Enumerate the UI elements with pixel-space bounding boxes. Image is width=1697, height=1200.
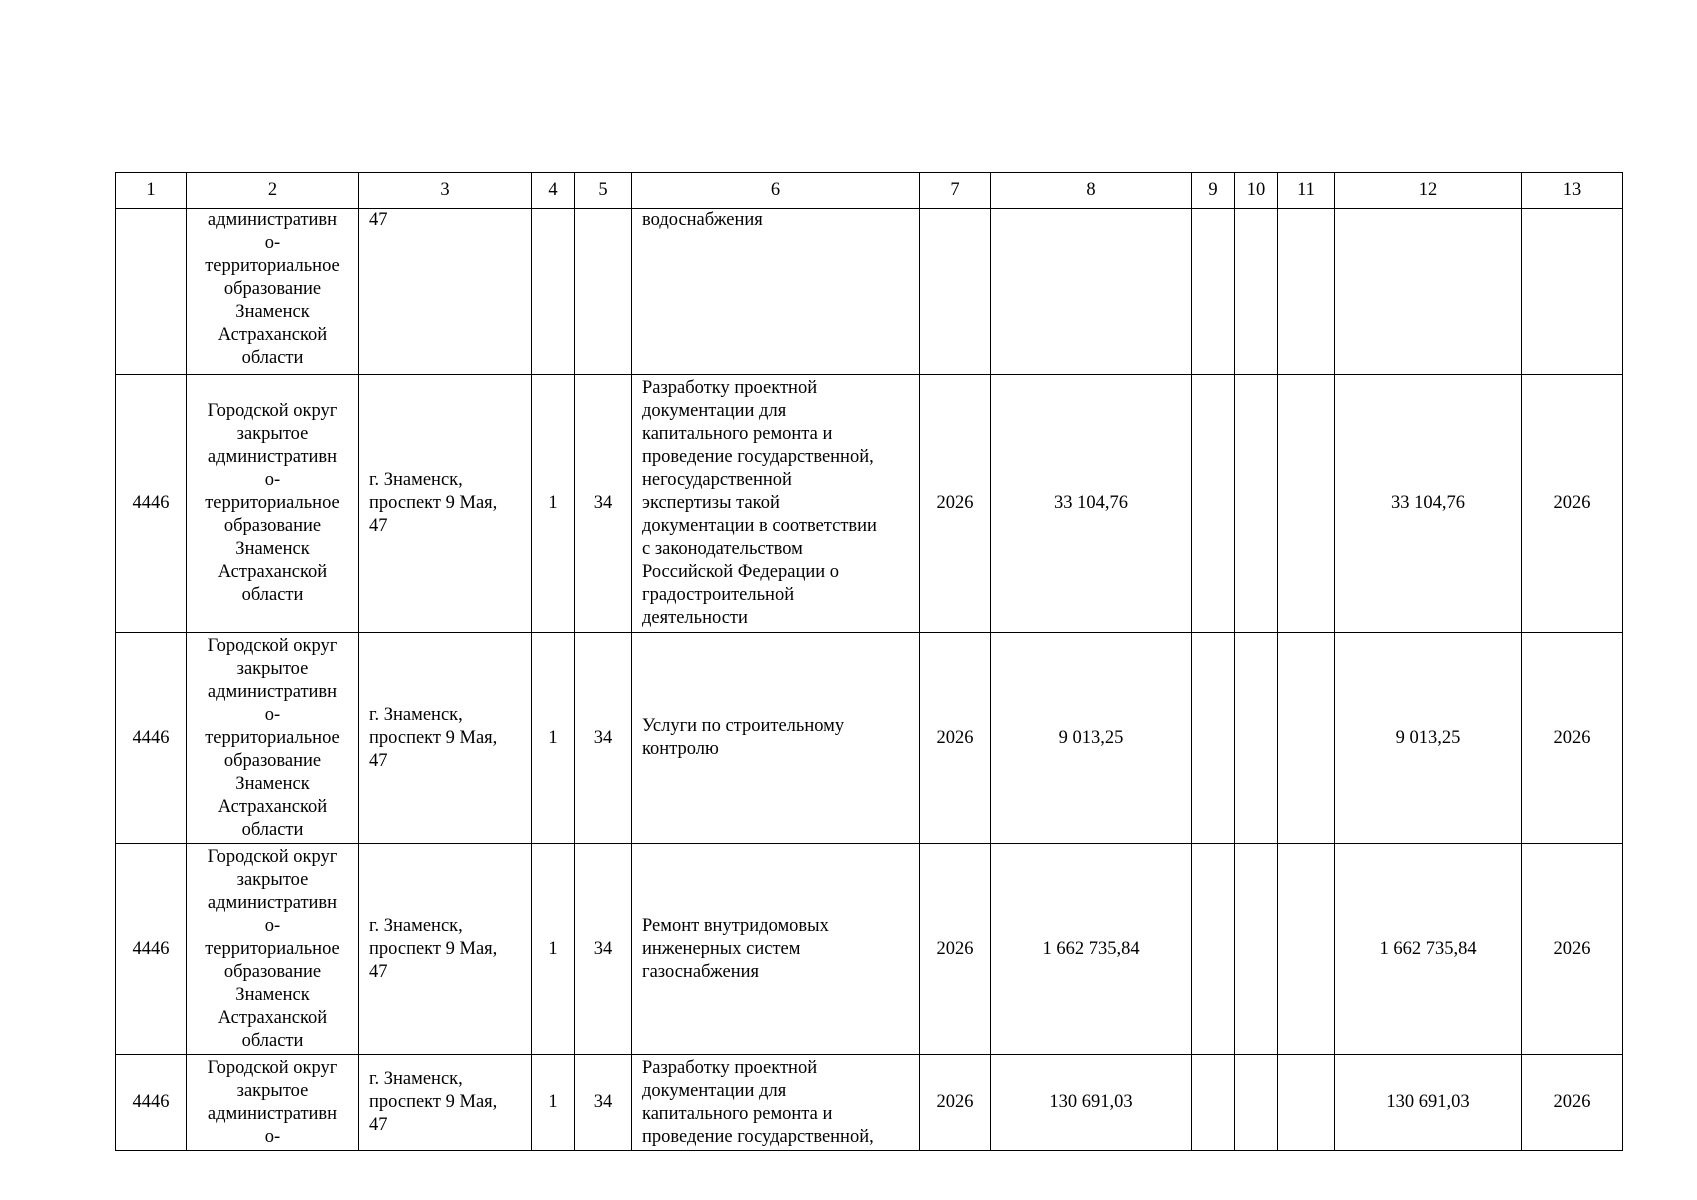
table-row: [116, 375, 1623, 633]
cell-year: 2026: [920, 633, 991, 844]
cell-total-cost: 33 104,76: [991, 375, 1192, 633]
cell-year: 2026: [920, 375, 991, 633]
header-cell-11: 11: [1278, 173, 1335, 209]
cell-row-number: [116, 209, 187, 375]
table-row: [116, 1055, 1623, 1151]
cell-col4: 1: [532, 844, 575, 1055]
table-row: [116, 633, 1623, 844]
header-cell-2: 2: [187, 173, 359, 209]
cell-address: г. Знаменск, проспект 9 Мая, 47: [359, 375, 532, 633]
cell-row-number: 4446: [116, 633, 187, 844]
header-cell-12: 12: [1335, 173, 1522, 209]
cell-total-cost: 9 013,25: [991, 633, 1192, 844]
cell-municipality: Городской округ закрытое административн о- территориальное образование Знаменск Астраханской области: [187, 375, 359, 633]
cell-year: 2026: [920, 844, 991, 1055]
cell-cost: 130 691,03: [1335, 1055, 1522, 1151]
cell-col5: 34: [575, 1055, 632, 1151]
cell-col5: [575, 209, 632, 375]
header-cell-1: 1: [116, 173, 187, 209]
cell-row-number: 4446: [116, 844, 187, 1055]
cell-cost: 33 104,76: [1335, 375, 1522, 633]
header-cell-7: 7: [920, 173, 991, 209]
header-cell-6: 6: [632, 173, 920, 209]
cell-municipality: административн о- территориальное образование Знаменск Астраханской области: [187, 209, 359, 375]
cell-col10: [1235, 844, 1278, 1055]
cell-cost: 1 662 735,84: [1335, 844, 1522, 1055]
cell-col4: 1: [532, 375, 575, 633]
cell-cost: [1335, 209, 1522, 375]
cell-year: [920, 209, 991, 375]
cell-address: г. Знаменск, проспект 9 Мая, 47: [359, 1055, 532, 1151]
header-cell-9: 9: [1192, 173, 1235, 209]
cell-col11: [1278, 209, 1335, 375]
cell-end-year: [1522, 209, 1623, 375]
cell-cost: 9 013,25: [1335, 633, 1522, 844]
cell-row-number: 4446: [116, 375, 187, 633]
cell-work-description: Услуги по строительному контролю: [632, 633, 920, 844]
cell-end-year: 2026: [1522, 375, 1623, 633]
cell-col5: 34: [575, 375, 632, 633]
cell-col11: [1278, 633, 1335, 844]
cell-municipality: Городской округ закрытое административн о- территориальное образование Знаменск Астраханской области: [187, 844, 359, 1055]
cell-municipality: Городской округ закрытое административн о- территориальное образование Знаменск Астраханской области: [187, 633, 359, 844]
header-cell-3: 3: [359, 173, 532, 209]
cell-year: 2026: [920, 1055, 991, 1151]
cell-col11: [1278, 375, 1335, 633]
cell-total-cost: [991, 209, 1192, 375]
cell-col5: 34: [575, 633, 632, 844]
cell-work-description: Ремонт внутридомовых инженерных систем газоснабжения: [632, 844, 920, 1055]
cell-col11: [1278, 844, 1335, 1055]
data-table: [115, 172, 1623, 1151]
cell-col9: [1192, 1055, 1235, 1151]
cell-work-description: Разработку проектной документации для капитального ремонта и проведение государственной, негосударственной экспертизы такой документации в соответствии с законодательством Российской Федерации о градостроительной деятельности: [632, 375, 920, 633]
cell-col10: [1235, 375, 1278, 633]
header-cell-13: 13: [1522, 173, 1623, 209]
cell-address: г. Знаменск, проспект 9 Мая, 47: [359, 844, 532, 1055]
cell-col10: [1235, 633, 1278, 844]
cell-total-cost: 1 662 735,84: [991, 844, 1192, 1055]
cell-col9: [1192, 633, 1235, 844]
header-cell-4: 4: [532, 173, 575, 209]
cell-col9: [1192, 209, 1235, 375]
header-cell-5: 5: [575, 173, 632, 209]
cell-col5: 34: [575, 844, 632, 1055]
table-row: [116, 209, 1623, 375]
cell-end-year: 2026: [1522, 844, 1623, 1055]
cell-address: 47: [359, 209, 532, 375]
cell-col9: [1192, 844, 1235, 1055]
cell-col4: 1: [532, 633, 575, 844]
cell-col4: 1: [532, 1055, 575, 1151]
cell-row-number: 4446: [116, 1055, 187, 1151]
cell-end-year: 2026: [1522, 633, 1623, 844]
table-row: [116, 844, 1623, 1055]
header-cell-8: 8: [991, 173, 1192, 209]
cell-work-description: Разработку проектной документации для капитального ремонта и проведение государственной,: [632, 1055, 920, 1151]
cell-municipality: Городской округ закрытое административн о-: [187, 1055, 359, 1151]
cell-address: г. Знаменск, проспект 9 Мая, 47: [359, 633, 532, 844]
cell-col4: [532, 209, 575, 375]
cell-col10: [1235, 209, 1278, 375]
cell-col11: [1278, 1055, 1335, 1151]
cell-total-cost: 130 691,03: [991, 1055, 1192, 1151]
header-row: [116, 173, 1623, 209]
cell-end-year: 2026: [1522, 1055, 1623, 1151]
cell-col10: [1235, 1055, 1278, 1151]
header-cell-10: 10: [1235, 173, 1278, 209]
cell-col9: [1192, 375, 1235, 633]
cell-work-description: водоснабжения: [632, 209, 920, 375]
